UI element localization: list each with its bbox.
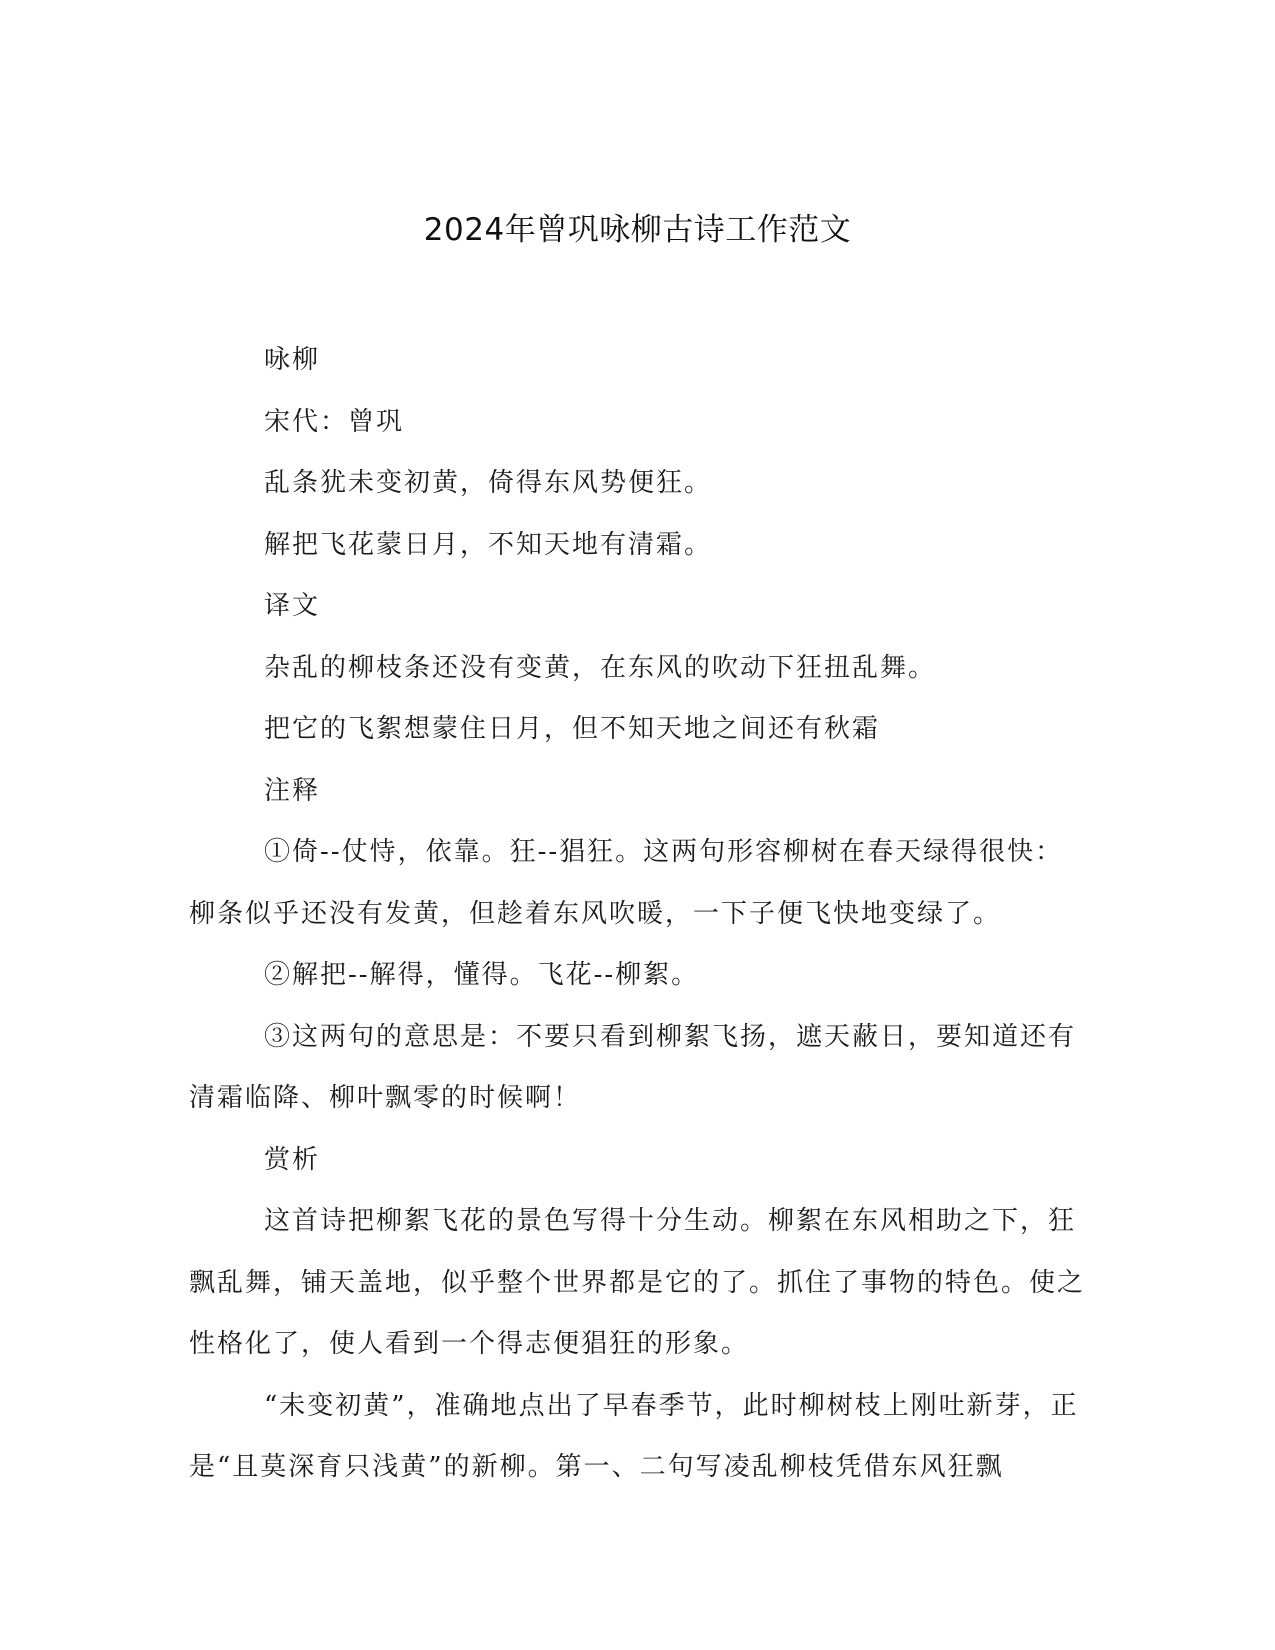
document-body <box>189 330 1089 1499</box>
poem-title: 咏柳 <box>264 345 321 375</box>
poem-author: 宋代：曾巩 <box>264 406 405 437</box>
section-heading-appreciation: 赏析 <box>264 1144 321 1175</box>
appreciation-paragraph-2: “未变初黄”，准确地点出了早春季节，此时柳树枝上刚吐新芽，正是“且莫深育只浅黄”的新柳。第一、二句写凌乱柳枝凭借东风狂飘 <box>189 1390 1079 1482</box>
translation-line-1: 杂乱的柳枝条还没有变黄，在东风的吹动下狂扭乱舞。 <box>264 652 937 683</box>
section-heading-translation: 译文 <box>264 591 321 621</box>
note-3: ③这两句的意思是：不要只看到柳絮飞扬，遮天蔽日，要知道还有清霜临降、柳叶飘零的时候啊！ <box>189 1021 1077 1113</box>
document-title: 2024年曾巩咏柳古诗工作范文 <box>423 212 852 248</box>
note-1: ①倚--仗恃，依靠。狂--猖狂。这两句形容柳树在春天绿得很快：柳条似乎还没有发黄，但趁着东风吹暖，一下子便飞快地变绿了。 <box>189 837 1064 929</box>
appreciation-paragraph-1: 这首诗把柳絮飞花的景色写得十分生动。柳絮在东风相助之下，狂飘乱舞，铺天盖地，似乎整个世界都是它的了。抓住了事物的特色。使之性格化了，使人看到一个得志便猖狂的形象。 <box>189 1206 1086 1359</box>
note-2: ②解把--解得，懂得。飞花--柳絮。 <box>264 960 700 990</box>
poem-line-2: 解把飞花蒙日月，不知天地有清霜。 <box>264 529 713 560</box>
poem-line-1: 乱条犹未变初黄，倚得东风势便狂。 <box>264 468 713 498</box>
translation-line-2: 把它的飞絮想蒙住日月，但不知天地之间还有秋霜 <box>264 714 881 744</box>
section-heading-notes: 注释 <box>264 775 321 806</box>
